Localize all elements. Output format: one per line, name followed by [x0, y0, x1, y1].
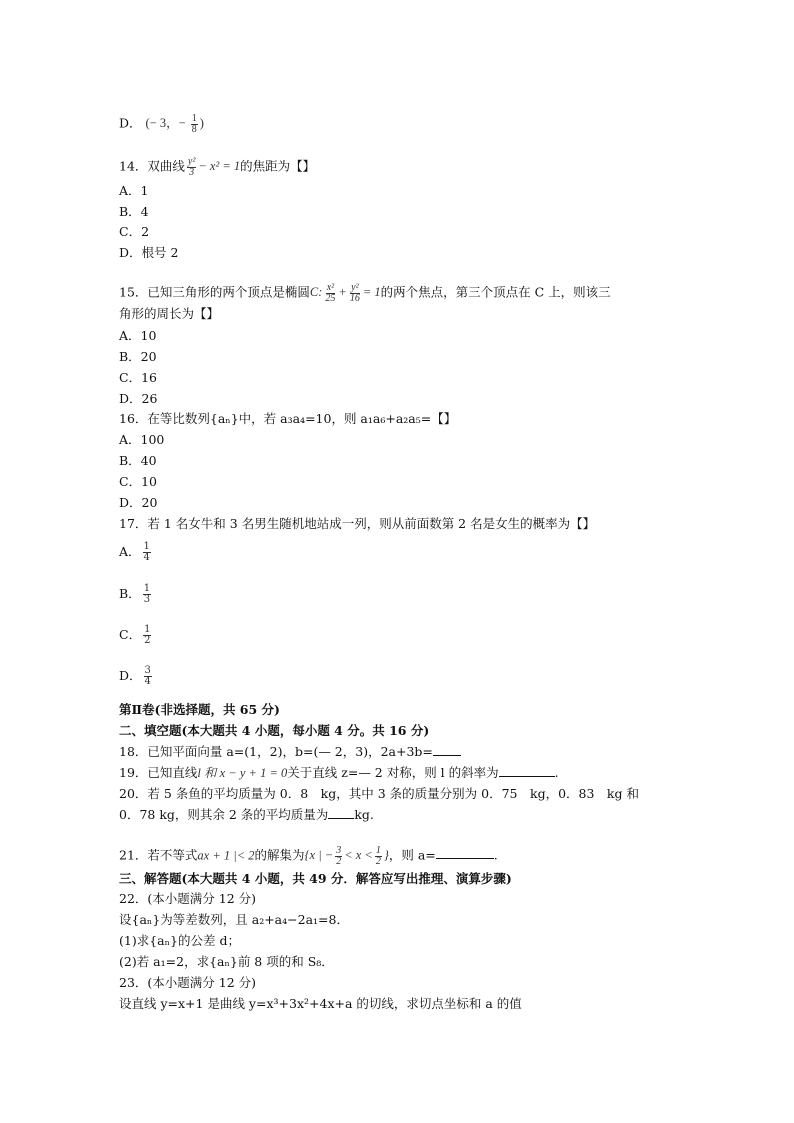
- q19-prefix: 19．已知直线: [119, 765, 198, 780]
- q16-option-a: A．100: [119, 432, 165, 447]
- fraction: $\frac{1}{2}$: [144, 624, 151, 646]
- q19-suffix: 关于直线 z=— 2 对称，则 l 的斜率为: [287, 765, 499, 780]
- q14-option-d: D．根号 2: [119, 245, 179, 260]
- option-label: D．: [119, 115, 142, 131]
- q22-line3: (2)若 a₁=2，求{aₙ}前 8 项的和 S₈．: [119, 954, 334, 969]
- q20-line2-text: 0．78 kg，则其余 2 条的平均质量为: [119, 807, 329, 822]
- section3-title: 三、解答题(本大题共 4 小题，共 49 分．解答应写出推理、演算步骤): [119, 871, 512, 886]
- q14-equation: $\frac{\text{y²}}{3}$ − x² = 1: [187, 156, 241, 178]
- q15-stem-line2: 角形的周长为【】: [119, 306, 220, 321]
- q18-stem: [119, 744, 461, 760]
- answer-blank: [436, 847, 494, 859]
- q21-mid: 的解集为: [254, 847, 305, 863]
- answer-blank: [328, 807, 354, 819]
- q19-equation: l 和 x − y + 1 = 0: [197, 766, 288, 780]
- q15-option-d: D．26: [119, 391, 158, 406]
- q14-suffix: 的焦距为【】: [240, 158, 316, 174]
- q20-line2: [119, 807, 374, 823]
- section2-title: 二、填空题(本大题共 4 小题，每小题 4 分。共 16 分): [119, 723, 430, 738]
- q15-stem-line1: [119, 283, 611, 304]
- q21-prefix: 21．若不等式: [119, 847, 198, 863]
- q21-suffix: ，则 a=: [388, 847, 436, 863]
- q21-stem: [119, 846, 498, 867]
- option-label: A．: [119, 544, 141, 559]
- q22-head: 22．(本小题满分 12 分): [119, 891, 257, 906]
- q21-end: .: [493, 847, 498, 863]
- answer-blank: [499, 765, 555, 777]
- q13-option-d-math: (− 3，− $\frac{1}{8}$ ): [145, 113, 204, 135]
- q20-unit: kg.: [354, 807, 374, 822]
- q17-option-c: [119, 625, 153, 646]
- q15-equation: C: $\frac{\text{x²}}{25}$ + $\frac{\text{y²}}{16}$ = 1: [309, 282, 381, 304]
- q16-option-c: C．10: [119, 474, 157, 489]
- q15-prefix: 15．已知三角形的两个顶点是椭圆: [119, 284, 310, 300]
- q17-stem: 17．若 1 名女牛和 3 名男生随机地站成一列，则从前面数第 2 名是女生的概率为【】: [119, 516, 596, 531]
- q16-option-d: D．20: [119, 495, 158, 510]
- option-label: B．: [119, 586, 141, 601]
- q21-solution-set: {x | − $\frac{3}{2}$ < x < $\frac{1}{2}$ }: [304, 845, 389, 867]
- q19-stem: [119, 765, 559, 781]
- q14-option-b: B．4: [119, 204, 149, 219]
- q19-end: .: [554, 765, 559, 780]
- fraction: $\frac{3}{4}$: [144, 665, 151, 687]
- q17-option-b: [119, 584, 153, 605]
- fraction: $\frac{1}{8}$: [191, 113, 197, 135]
- q15-option-a: A．10: [119, 328, 157, 343]
- answer-blank: [433, 744, 461, 756]
- q22-line2: (1)求{aₙ}的公差 d；: [119, 933, 240, 948]
- q18-text: 18．已知平面向量 a=(1，2)，b=(— 2，3)，2a+3b=: [119, 744, 433, 759]
- q17-option-d: [119, 666, 154, 687]
- q13-option-d: [119, 114, 204, 135]
- q16-option-b: B．40: [119, 453, 157, 468]
- option-label: D．: [119, 668, 142, 683]
- q15-suffix: 的两个焦点，第三个顶点在 C 上，则该三: [380, 284, 611, 300]
- q23-head: 23．(本小题满分 12 分): [119, 975, 257, 990]
- q22-line1: 设{aₙ}为等差数列，且 a₂+a₄−2a₁=8．: [119, 912, 349, 927]
- q21-inequality: ax + 1 |< 2: [197, 848, 255, 863]
- q16-stem: 16．在等比数列{aₙ}中，若 a₃a₄=10，则 a₁a₆+a₂a₅=【】: [119, 411, 457, 426]
- option-label: C．: [119, 627, 142, 642]
- q17-option-a: [119, 542, 153, 563]
- q14-prefix: 14．双曲线: [119, 158, 185, 174]
- q14-option-c: C．2: [119, 224, 150, 239]
- fraction: $\frac{1}{4}$: [143, 541, 150, 563]
- q15-option-b: B．20: [119, 349, 157, 364]
- part2-title: 第Ⅱ卷(非选择题，共 65 分): [119, 702, 280, 717]
- q14-stem: [119, 157, 315, 178]
- q20-line1: 20．若 5 条鱼的平均质量为 0．8 kg，其中 3 条的质量分别为 0．75 kg，0．83 kg 和: [119, 786, 639, 801]
- q15-option-c: C．16: [119, 370, 157, 385]
- q23-line1: 设直线 y=x+1 是曲线 y=x³+3x²+4x+a 的切线，求切点坐标和 a 的值: [119, 996, 522, 1011]
- fraction: $\frac{1}{3}$: [143, 583, 151, 605]
- q14-option-a: A．1: [119, 183, 149, 198]
